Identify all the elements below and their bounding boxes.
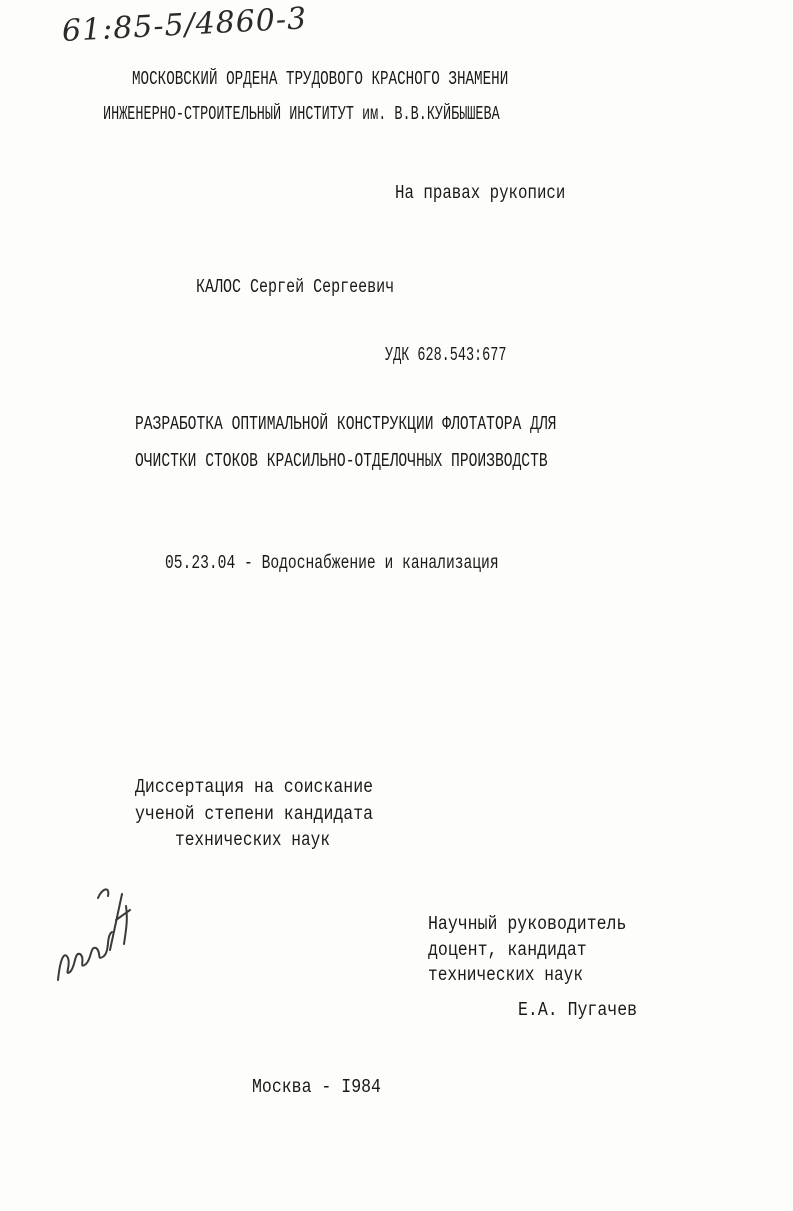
- dissertation-line-3: [175, 828, 357, 852]
- title-line-2-text: ОЧИСТКИ СТОКОВ КРАСИЛЬНО-ОТДЕЛОЧНЫХ ПРОИЗВОДСТВ: [135, 450, 548, 472]
- archive-code: 61:85-5/4860-3: [61, 1, 308, 49]
- institute-line-2-text: ИНЖЕНЕРНО-СТРОИТЕЛЬНЫЙ ИНСТИТУТ им. В.В.КУЙБЫШЕВА: [103, 103, 500, 125]
- supervisor-line-2: [428, 938, 610, 962]
- title-line-1-text: РАЗРАБОТКА ОПТИМАЛЬНОЙ КОНСТРУКЦИИ ФЛОТАТОРА ДЛЯ: [135, 413, 557, 435]
- specialty: [165, 551, 598, 575]
- signature: [50, 880, 140, 990]
- supervisor-name-text: Е.А. Пугачев: [518, 999, 638, 1021]
- dissertation-line-2-text: ученой степени кандидата: [135, 803, 374, 825]
- manuscript-note-text: На правах рукописи: [395, 182, 566, 204]
- supervisor-line-1-text: Научный руководитель: [428, 913, 627, 935]
- dissertation-line-3-text: технических наук: [175, 829, 331, 851]
- institute-line-1: [132, 67, 634, 91]
- supervisor-line-2-text: доцент, кандидат: [428, 939, 587, 961]
- footer-city-year-text: Москва - I984: [252, 1076, 381, 1098]
- specialty-text: 05.23.04 - Водоснабжение и канализация: [165, 552, 499, 574]
- dissertation-line-2: [135, 802, 409, 826]
- manuscript-note: [395, 181, 600, 205]
- supervisor-line-3: [428, 963, 610, 987]
- institute-line-2: [103, 102, 662, 126]
- footer-city-year: [252, 1075, 400, 1099]
- institute-line-1-text: МОСКОВСКИЙ ОРДЕНА ТРУДОВОГО КРАСНОГО ЗНАМЕНИ: [132, 68, 509, 90]
- supervisor-line-3-text: технических наук: [428, 964, 584, 986]
- title-line-2: [135, 449, 671, 473]
- supervisor-line-1: [428, 912, 656, 936]
- author-name-text: КАЛОС Сергей Сергеевич: [196, 276, 395, 298]
- dissertation-line-1-text: Диссертация на соискание: [135, 776, 374, 798]
- dissertation-line-1: [135, 775, 409, 799]
- udk-code: [385, 343, 556, 367]
- title-line-1: [135, 412, 682, 436]
- author-name: [196, 275, 447, 299]
- udk-code-text: УДК 628.543:677: [385, 344, 507, 366]
- supervisor-name: [518, 998, 655, 1022]
